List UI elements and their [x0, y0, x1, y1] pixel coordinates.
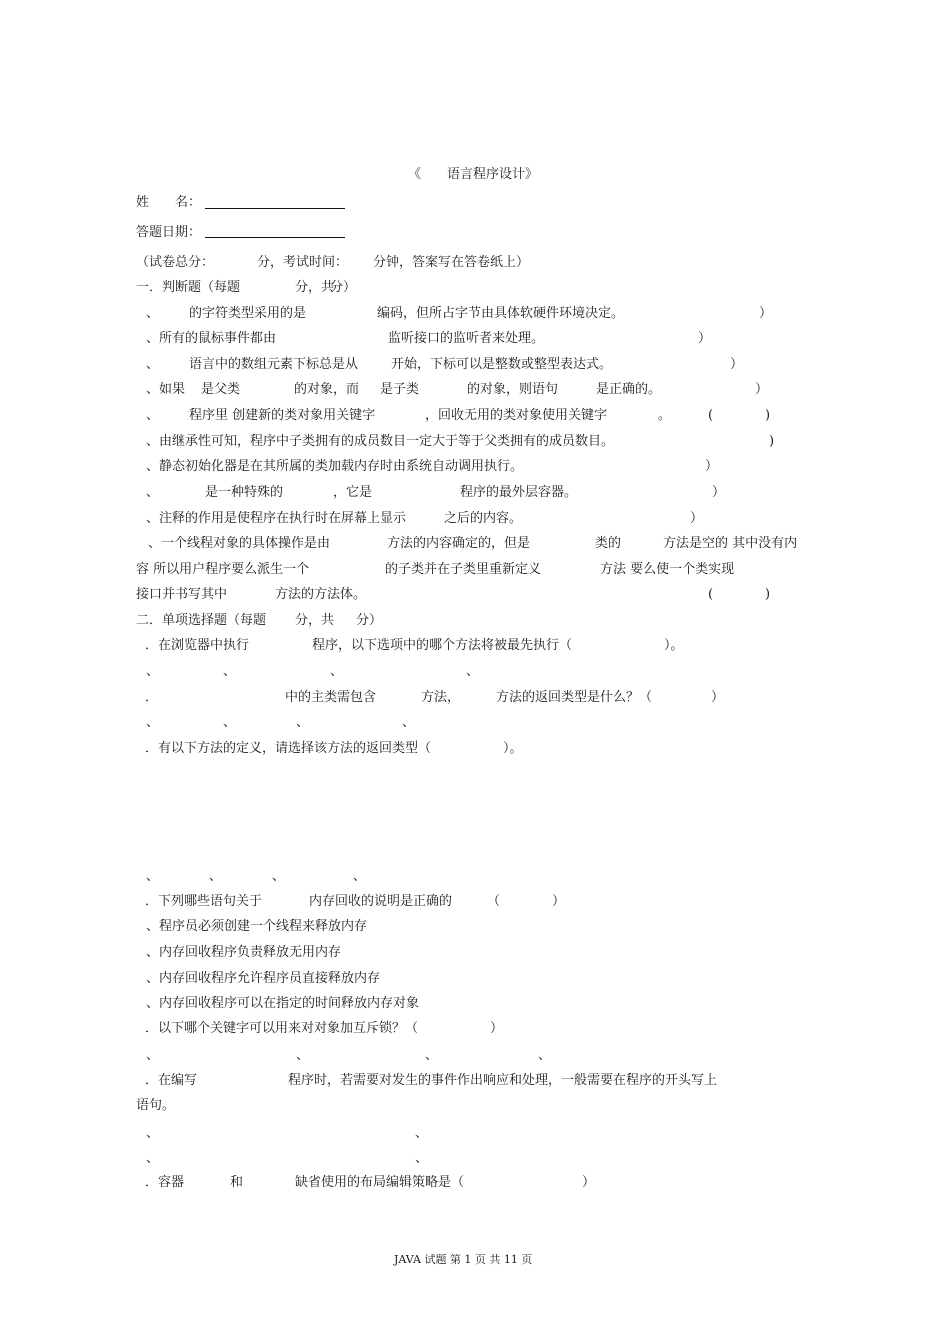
s2-c: 方法，	[421, 690, 461, 705]
s4-opt-a: 、程序员必须创建一个线程来释放内存	[146, 919, 368, 934]
j10-l3-b: 方法的方法体。	[275, 587, 367, 602]
j8-c: ，它是	[333, 485, 373, 500]
s4-opt-c: 、内存回收程序允许程序员直接释放内存	[146, 971, 381, 986]
section1-heading-c: 分）	[330, 280, 357, 295]
j9-b: 之后的内容。	[444, 511, 523, 526]
j5-a: 、	[146, 408, 160, 423]
s2-opt-c: 、	[296, 715, 310, 730]
j4-c: 的对象，而	[294, 382, 360, 397]
page-title: 语言程序设计》	[447, 167, 539, 182]
j10-l3-d: )	[765, 587, 771, 602]
j10-l2-b: 的子类并在子类里重新定义	[385, 562, 542, 577]
s6-opt-c: 、	[146, 1151, 160, 1166]
s6-c: 语句。	[136, 1098, 176, 1113]
s5-opt-a: 、	[146, 1048, 160, 1063]
j10-l1-b: 方法的内容确定的，但是	[387, 536, 531, 551]
s4-d: ）	[552, 894, 566, 909]
j5-d: 。	[658, 408, 672, 423]
s4-opt-b: 、内存回收程序负责释放无用内存	[146, 945, 342, 960]
s5-a: ．以下哪个关键字可以用来对对象加互斥锁？（	[145, 1021, 419, 1036]
s6-opt-d: 、	[415, 1151, 429, 1166]
s7-a: ．容器	[145, 1175, 185, 1190]
j4-b: 是父类	[201, 382, 241, 397]
j4-d: 是子类	[380, 382, 420, 397]
s2-opt-b: 、	[223, 715, 237, 730]
s1-opt-c: 、	[330, 664, 344, 679]
s1-opt-a: 、	[146, 664, 160, 679]
section2-heading-a: 二．单项选择题（每题	[136, 613, 267, 628]
s2-opt-d: 、	[402, 715, 416, 730]
s6-opt-a: 、	[146, 1126, 160, 1141]
name-underline	[205, 208, 345, 209]
s4-c: （	[487, 894, 501, 909]
s3-a: ．有以下方法的定义，请选择该方法的返回类型（	[145, 741, 432, 756]
s3-opt-b: 、	[209, 869, 223, 884]
j5-f: )	[765, 408, 771, 423]
j8-b: 是一种特殊的	[205, 485, 284, 500]
j10-l2-c: 方法 要么使一个类实现	[600, 562, 735, 577]
j2-a: 、所有的鼠标事件都由	[146, 331, 277, 346]
s3-opt-d: 、	[353, 869, 367, 884]
s7-c: 缺省使用的布局编辑策略是（	[295, 1175, 465, 1190]
s1-b: 程序，以下选项中的哪个方法将被最先执行（	[312, 638, 573, 653]
s6-b: 程序时，若需要对发生的事件作出响应和处理，一般需要在程序的开头写上	[288, 1073, 718, 1088]
j1-a: 、	[146, 306, 160, 321]
s1-opt-d: 、	[466, 664, 480, 679]
s5-opt-b: 、	[296, 1048, 310, 1063]
section2-heading-b: 分，共	[295, 613, 335, 628]
j9-c: ）	[690, 511, 704, 526]
j10-l1-c: 类的	[595, 536, 622, 551]
j4-a: 、如果	[146, 382, 186, 397]
exam-info-b: 分，考试时间：	[257, 255, 349, 270]
section1-heading-a: 一．判断题（每题	[136, 280, 241, 295]
j8-a: 、	[146, 485, 160, 500]
exam-info-a: （试卷总分：	[136, 255, 215, 270]
j7-a: 、静态初始化器是在其所属的类加载内存时由系统自动调用执行。	[146, 459, 524, 474]
j10-l3-a: 接口并书写其中	[136, 587, 228, 602]
j4-g: ）	[755, 382, 769, 397]
j2-c: ）	[698, 331, 712, 346]
j3-c: 开始，下标可以是整数或整型表达式。	[391, 357, 613, 372]
j10-l2-a: 容 所以用户程序要么派生一个	[136, 562, 310, 577]
j8-e: ）	[712, 485, 726, 500]
j5-c: ，回收无用的类对象使用关键字	[425, 408, 608, 423]
date-label: 答题日期：	[136, 225, 202, 240]
j3-b: 语言中的数组元素下标总是从	[189, 357, 359, 372]
s7-b: 和	[230, 1175, 244, 1190]
s4-opt-d: 、内存回收程序可以在指定的时间释放内存对象	[146, 996, 420, 1011]
j1-c: 编码，但所占字节由具体软硬件环境决定。	[377, 306, 625, 321]
j1-d: ）	[759, 306, 773, 321]
j5-b: 程序里 创建新的类对象用关键字	[189, 408, 376, 423]
s3-opt-c: 、	[272, 869, 286, 884]
s2-b: 中的主类需包含	[285, 690, 377, 705]
s4-b: 内存回收的说明是正确的	[309, 894, 453, 909]
s5-opt-d: 、	[538, 1048, 552, 1063]
s3-opt-a: 、	[146, 869, 160, 884]
s5-opt-c: 、	[425, 1048, 439, 1063]
j4-e: 的对象，则语句	[467, 382, 559, 397]
s1-c: ）。	[664, 638, 684, 653]
title-open: 《	[408, 167, 422, 182]
s4-a: ．下列哪些语句关于	[145, 894, 263, 909]
section1-heading-b: 分，共	[295, 280, 335, 295]
j3-d: ）	[730, 357, 744, 372]
j5-e: (	[708, 408, 714, 423]
s7-d: ）	[582, 1175, 596, 1190]
j2-b: 监听接口的监听者来处理。	[388, 331, 545, 346]
s3-b: ）。	[503, 741, 523, 756]
date-underline	[205, 237, 345, 238]
j6-b: )	[769, 434, 775, 449]
j10-l1-d: 方法是空的 其中没有内	[663, 536, 798, 551]
j9-a: 、注释的作用是使程序在执行时在屏幕上显示	[146, 511, 407, 526]
s2-e: ）	[711, 690, 725, 705]
j4-f: 是正确的。	[596, 382, 662, 397]
page-footer: JAVA 试题 第 1 页 共 11 页	[394, 1253, 533, 1266]
j8-d: 程序的最外层容器。	[460, 485, 578, 500]
name-label: 姓 名：	[136, 195, 202, 210]
section2-heading-c: 分）	[356, 613, 383, 628]
s6-opt-b: 、	[415, 1126, 429, 1141]
j1-b: 的字符类型采用的是	[189, 306, 307, 321]
exam-info-c: 分钟，答案写在答卷纸上）	[373, 255, 530, 270]
s2-opt-a: 、	[146, 715, 160, 730]
s6-a: ．在编写	[145, 1073, 198, 1088]
s5-b: ）	[490, 1021, 504, 1036]
j6-a: 、由继承性可知，程序中子类拥有的成员数目一定大于等于父类拥有的成员数目。	[146, 434, 615, 449]
s1-opt-b: 、	[223, 664, 237, 679]
j10-l3-c: (	[708, 587, 714, 602]
s2-d: 方法的返回类型是什么？（	[496, 690, 653, 705]
s2-a: ．	[145, 690, 159, 705]
j7-b: ）	[705, 459, 719, 474]
s1-a: ．在浏览器中执行	[145, 638, 250, 653]
j10-l1-a: 、一个线程对象的具体操作是由	[148, 536, 331, 551]
j3-a: 、	[146, 357, 160, 372]
